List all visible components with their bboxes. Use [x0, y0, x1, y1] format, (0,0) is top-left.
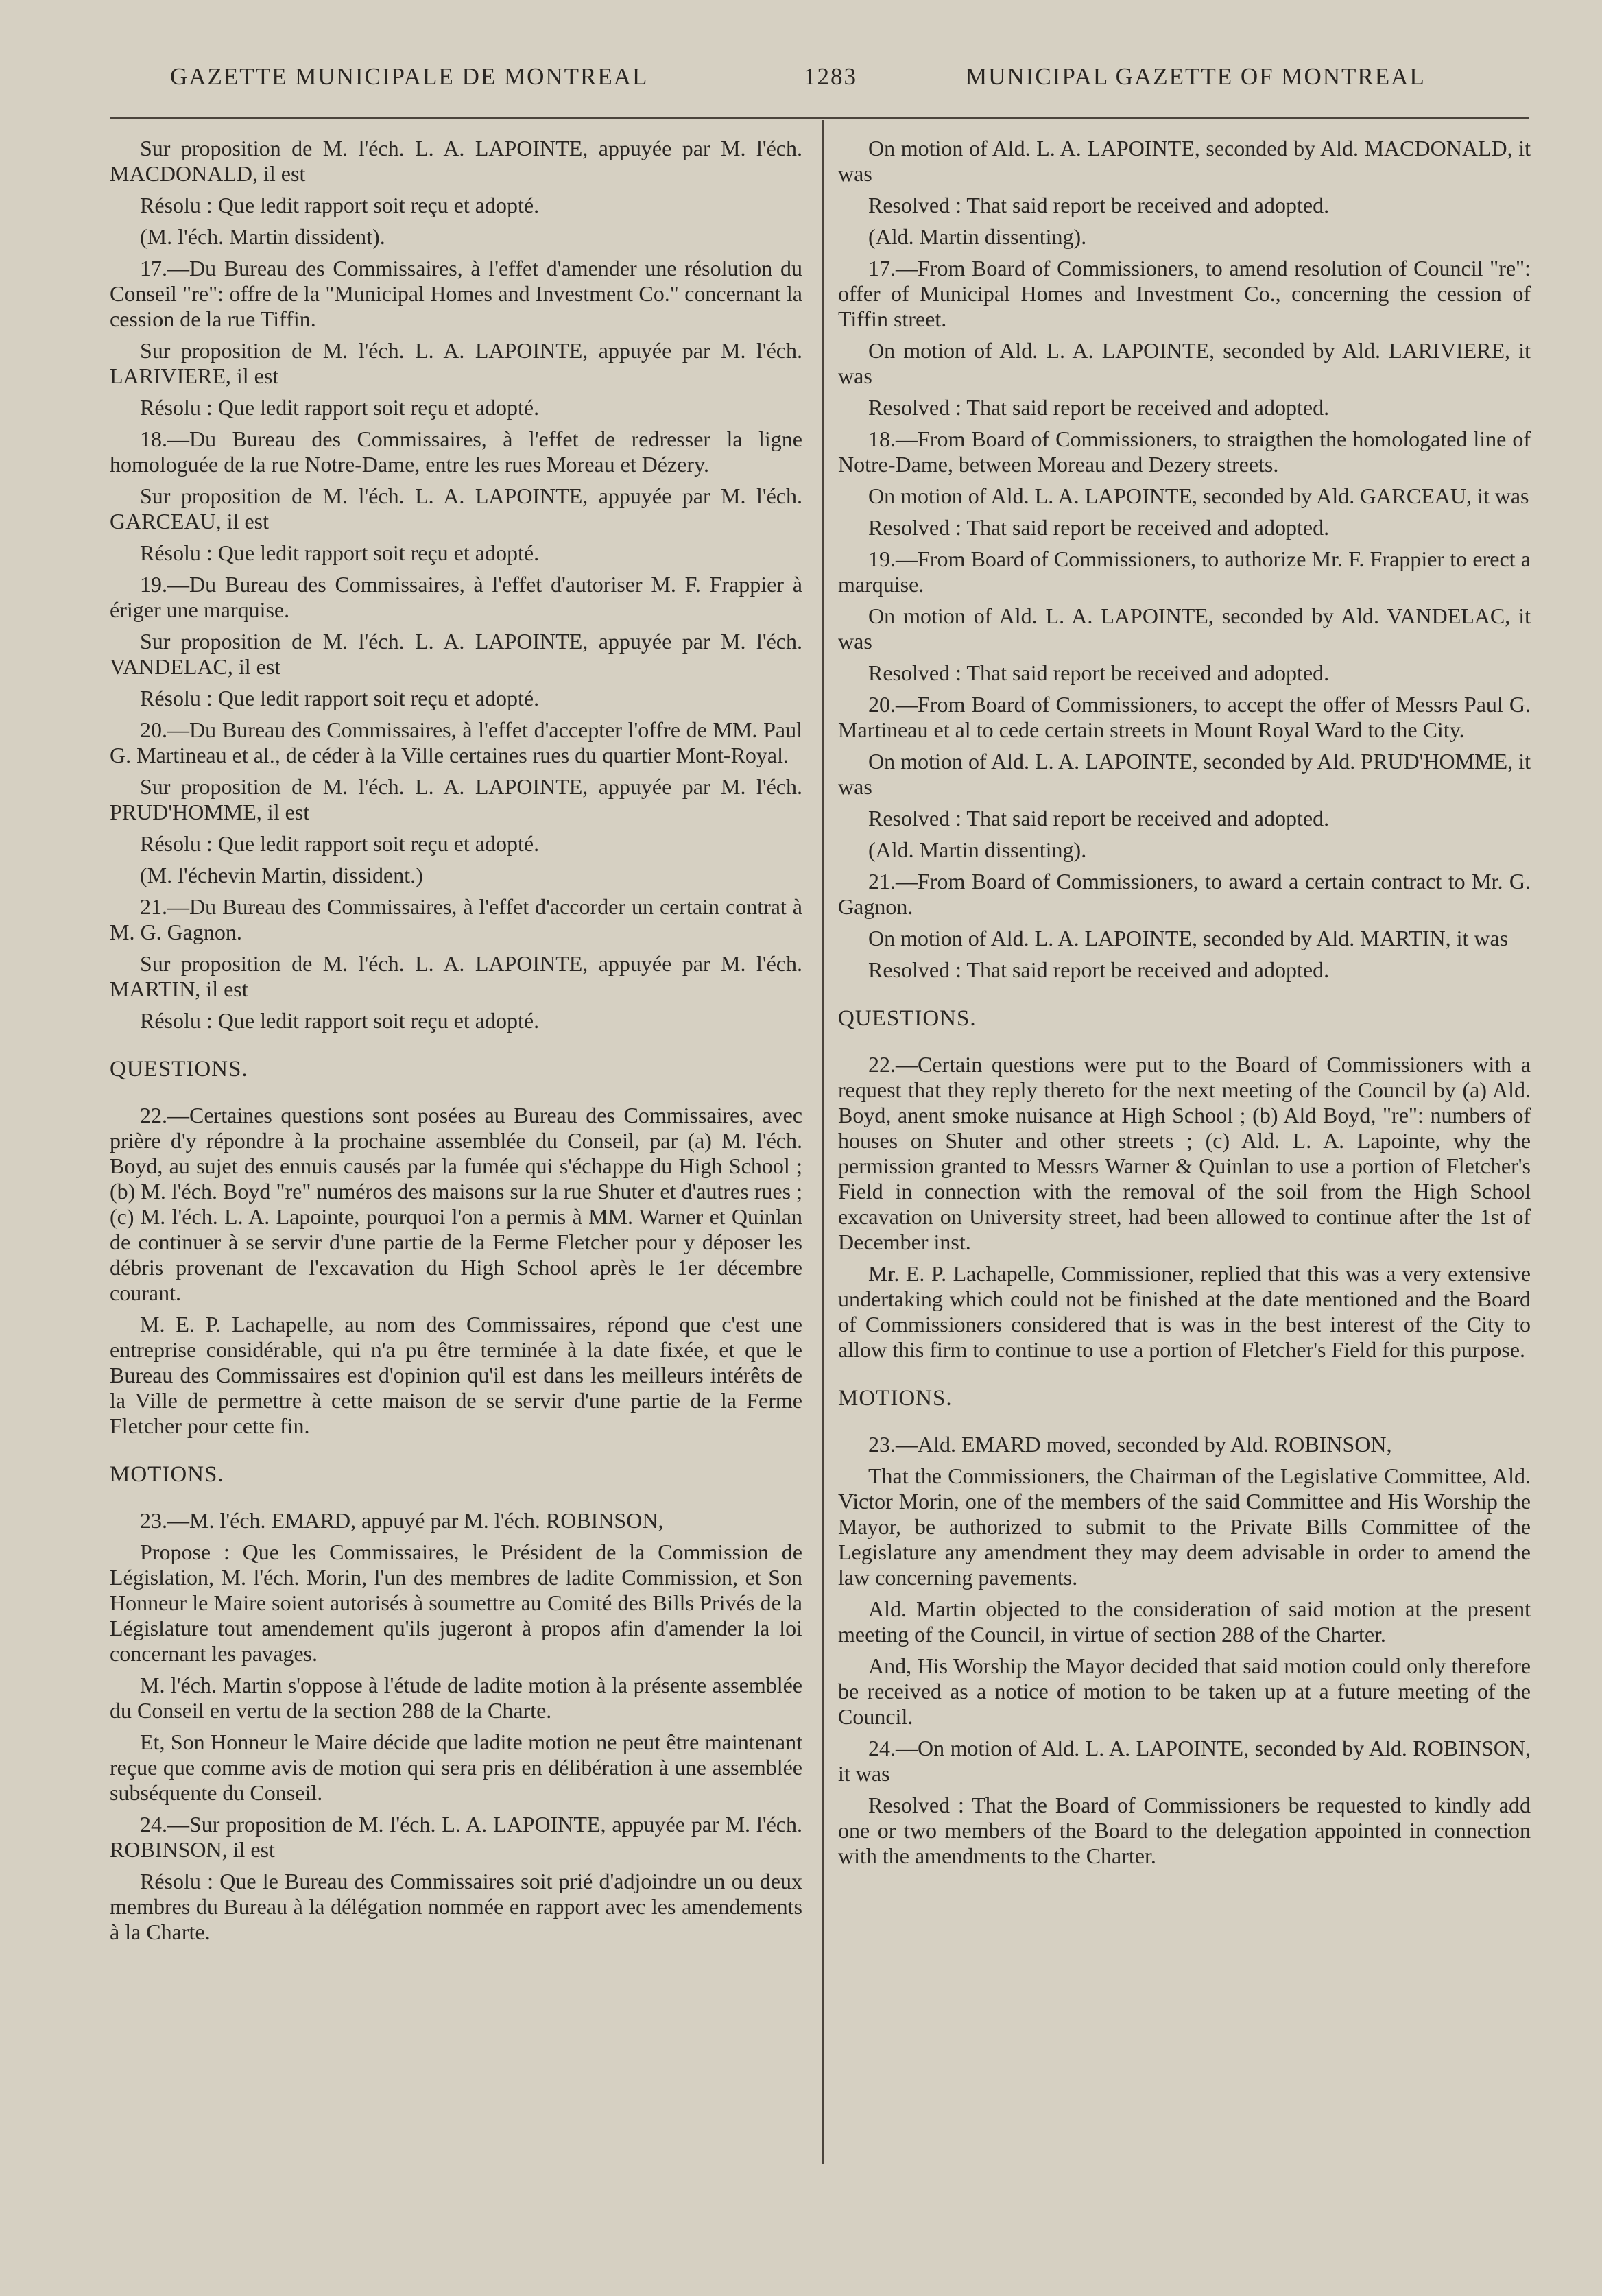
english-paragraph: Resolved : That said report be received and adopted.	[868, 395, 1330, 420]
french-paragraph: 20.—Du Bureau des Commissaires, à l'effet d'accepter l'offre de MM. Paul G. Martineau et al., de céder à la Ville certaines rues du quartier Mont-Royal.	[110, 717, 802, 767]
english-paragraph: 21.—From Board of Commissioners, to award a certain contract to Mr. G. Gagnon.	[838, 869, 1531, 919]
english-paragraph: On motion of Ald. L. A. LAPOINTE, seconded by Ald. LARIVIERE, it was	[838, 338, 1531, 388]
english-paragraph: That the Commissioners, the Chairman of the Legislative Committee, Ald. Victor Morin, one of the members of the said Committee and His Worship the Mayor, be authorized to submit to the Private Bills Committee of the Legislature any amendment they may deem advisable in order to amend the law concerning pavements.	[838, 1463, 1531, 1590]
english-paragraph: On motion of Ald. L. A. LAPOINTE, seconded by Ald. MARTIN, it was	[868, 926, 1509, 950]
french-paragraph: Propose : Que les Commissaires, le Président de la Commission de Législation, M. l'éch. Morin, l'un des membres de ladite Commission, et Son Honneur le Maire soient autorisés à soumettre au Comité des Bills Privés de la Législature tout amendement qu'ils jugeront à propos afin d'amender la loi concernant les pavages.	[110, 1540, 802, 1666]
french-paragraph: M. l'éch. Martin s'oppose à l'étude de ladite motion à la présente assemblée du Conseil en vertu de la section 288 de la Charte.	[110, 1673, 802, 1723]
french-paragraph: Résolu : Que ledit rapport soit reçu et adopté.	[140, 831, 540, 856]
english-paragraph: Resolved : That said report be received and adopted.	[868, 193, 1330, 217]
english-paragraph: 18.—From Board of Commissioners, to straigthen the homologated line of Notre-Dame, between Moreau and Dezery streets.	[838, 427, 1531, 477]
english-paragraph: On motion of Ald. L. A. LAPOINTE, seconded by Ald. VANDELAC, it was	[838, 603, 1531, 654]
english-paragraph: 20.—From Board of Commissioners, to accept the offer of Messrs Paul G. Martineau et al to cede certain streets in Mount Royal Ward to the City.	[838, 692, 1531, 742]
french-paragraph: Sur proposition de M. l'éch. L. A. LAPOINTE, appuyée par M. l'éch. MARTIN, il est	[110, 951, 802, 1001]
english-paragraph: And, His Worship the Mayor decided that said motion could only therefore be received as a notice of motion to be taken up at a future meeting of the Council.	[838, 1653, 1531, 1729]
english-paragraph: Mr. E. P. Lachapelle, Commissioner, replied that this was a very extensive undertaking which could not be finished at the date mentioned and the Board of Commissioners considered that is was in the best interest of the City to allow this firm to continue to use a portion of Fletcher's Field for this purpose.	[838, 1261, 1531, 1362]
french-paragraph: (M. l'éch. Martin dissident).	[140, 224, 385, 249]
french-section-heading: QUESTIONS.	[110, 1057, 248, 1081]
english-paragraph: On motion of Ald. L. A. LAPOINTE, seconded by Ald. MACDONALD, it was	[838, 136, 1531, 186]
french-paragraph: Sur proposition de M. l'éch. L. A. LAPOINTE, appuyée par M. l'éch. MACDONALD, il est	[110, 136, 802, 186]
english-paragraph: Resolved : That said report be received and adopted.	[868, 515, 1330, 540]
french-paragraph: Et, Son Honneur le Maire décide que ladite motion ne peut être maintenant reçue que comme avis de motion qui sera pris en délibération à une assemblée subséquente du Conseil.	[110, 1730, 802, 1805]
english-paragraph: Resolved : That said report be received and adopted.	[868, 957, 1330, 982]
english-paragraph: 23.—Ald. EMARD moved, seconded by Ald. ROBINSON,	[868, 1432, 1392, 1457]
english-paragraph: 22.—Certain questions were put to the Board of Commissioners with a request that they reply thereto for the next meeting of the Council by (a) Ald. Boyd, anent smoke nuisance at High School ; (b) Ald Boyd, "re": numbers of houses on Shuter and other streets ; (c) Ald. L. A. Lapointe, why the permission granted to Messrs Warner & Quinlan to use a portion of Fletcher's Field in connection with the removal of the soil from the High School excavation on University street, had been allowed to continue after the 1st of December inst.	[838, 1052, 1531, 1254]
french-paragraph: Résolu : Que le Bureau des Commissaires soit prié d'adjoindre un ou deux membres du Bureau à la délégation nommée en rapport avec les amendements à la Charte.	[110, 1869, 802, 1944]
english-paragraph: 19.—From Board of Commissioners, to authorize Mr. F. Frappier to erect a marquise.	[838, 547, 1531, 597]
french-paragraph: Sur proposition de M. l'éch. L. A. LAPOINTE, appuyée par M. l'éch. GARCEAU, il est	[110, 483, 802, 534]
english-paragraph: 24.—On motion of Ald. L. A. LAPOINTE, seconded by Ald. ROBINSON, it was	[838, 1736, 1531, 1786]
english-paragraph: Resolved : That said report be received and adopted.	[868, 660, 1330, 685]
french-paragraph: Résolu : Que ledit rapport soit reçu et adopté.	[140, 193, 540, 217]
french-paragraph: M. E. P. Lachapelle, au nom des Commissaires, répond que c'est une entreprise considérable, qui n'a pu être terminée à la date fixée, et que le Bureau des Commissaires est d'opinion qu'il est dans les meilleurs intérêts de la Ville de permettre à cette maison de se servir d'une partie de la Ferme Fletcher pour cette fin.	[110, 1312, 802, 1438]
english-paragraph: (Ald. Martin dissenting).	[868, 224, 1087, 249]
french-paragraph: Sur proposition de M. l'éch. L. A. LAPOINTE, appuyée par M. l'éch. VANDELAC, il est	[110, 629, 802, 679]
french-paragraph: Résolu : Que ledit rapport soit reçu et adopté.	[140, 686, 540, 710]
english-section-heading: MOTIONS.	[838, 1386, 953, 1411]
french-paragraph: (M. l'échevin Martin, dissident.)	[140, 863, 423, 887]
french-paragraph: 22.—Certaines questions sont posées au Bureau des Commissaires, avec prière d'y répondre à la prochaine assemblée du Conseil, par (a) M. l'éch. Boyd, au sujet des ennuis causés par la fumée qui s'échappe du High School ; (b) M. l'éch. Boyd "re" numéros des maisons sur la rue Shuter et d'autres rues ; (c) M. l'éch. L. A. Lapointe, pourquoi l'on a permis à MM. Warner et Quinlan de continuer à se servir d'une partie de la Ferme Fletcher pour y déposer les débris provenant de l'excavation du High School après le 1er décembre courant.	[110, 1103, 802, 1305]
english-paragraph: Resolved : That the Board of Commissioners be requested to kindly add one or two members of the Board to the delegation appointed in connection with the amendments to the Charter.	[838, 1793, 1531, 1868]
french-paragraph: Résolu : Que ledit rapport soit reçu et adopté.	[140, 540, 540, 565]
english-paragraph: On motion of Ald. L. A. LAPOINTE, seconded by Ald. PRUD'HOMME, it was	[838, 749, 1531, 799]
french-paragraph: Sur proposition de M. l'éch. L. A. LAPOINTE, appuyée par M. l'éch. LARIVIERE, il est	[110, 338, 802, 388]
header-title-english: MUNICIPAL GAZETTE OF MONTREAL	[966, 63, 1426, 90]
french-paragraph: Sur proposition de M. l'éch. L. A. LAPOINTE, appuyée par M. l'éch. PRUD'HOMME, il est	[110, 774, 802, 824]
english-paragraph: On motion of Ald. L. A. LAPOINTE, seconded by Ald. GARCEAU, it was	[868, 483, 1529, 508]
french-paragraph: Résolu : Que ledit rapport soit reçu et adopté.	[140, 395, 540, 420]
french-paragraph: 18.—Du Bureau des Commissaires, à l'effet de redresser la ligne homologuée de la rue Notre-Dame, entre les rues Moreau et Dézery.	[110, 427, 802, 477]
french-paragraph: 21.—Du Bureau des Commissaires, à l'effet d'accorder un certain contrat à M. G. Gagnon.	[110, 894, 802, 944]
english-paragraph: Resolved : That said report be received and adopted.	[868, 806, 1330, 830]
french-paragraph: 17.—Du Bureau des Commissaires, à l'effet d'amender une résolution du Conseil "re": offre de la "Municipal Homes and Investment Co." concernant la cession de la rue Tiffin.	[110, 256, 802, 331]
french-paragraph: 24.—Sur proposition de M. l'éch. L. A. LAPOINTE, appuyée par M. l'éch. ROBINSON, il est	[110, 1812, 802, 1862]
header-rule	[110, 117, 1529, 119]
header-title-french: GAZETTE MUNICIPALE DE MONTREAL	[170, 63, 649, 90]
french-section-heading: MOTIONS.	[110, 1462, 224, 1487]
french-paragraph: 19.—Du Bureau des Commissaires, à l'effet d'autoriser M. F. Frappier à ériger une marquise.	[110, 572, 802, 622]
column-divider	[822, 120, 824, 2164]
english-section-heading: QUESTIONS.	[838, 1006, 977, 1031]
english-paragraph: 17.—From Board of Commissioners, to amend resolution of Council "re": offer of Municipal Homes and Investment Co., concerning the cession of Tiffin street.	[838, 256, 1531, 331]
english-column	[838, 136, 1531, 1875]
english-paragraph: (Ald. Martin dissenting).	[868, 837, 1087, 862]
french-column	[110, 136, 802, 1951]
page-number: 1283	[804, 63, 857, 90]
french-paragraph: Résolu : Que ledit rapport soit reçu et adopté.	[140, 1008, 540, 1033]
french-paragraph: 23.—M. l'éch. EMARD, appuyé par M. l'éch. ROBINSON,	[140, 1508, 664, 1533]
english-paragraph: Ald. Martin objected to the consideration of said motion at the present meeting of the Council, in virtue of section 288 of the Charter.	[838, 1597, 1531, 1647]
